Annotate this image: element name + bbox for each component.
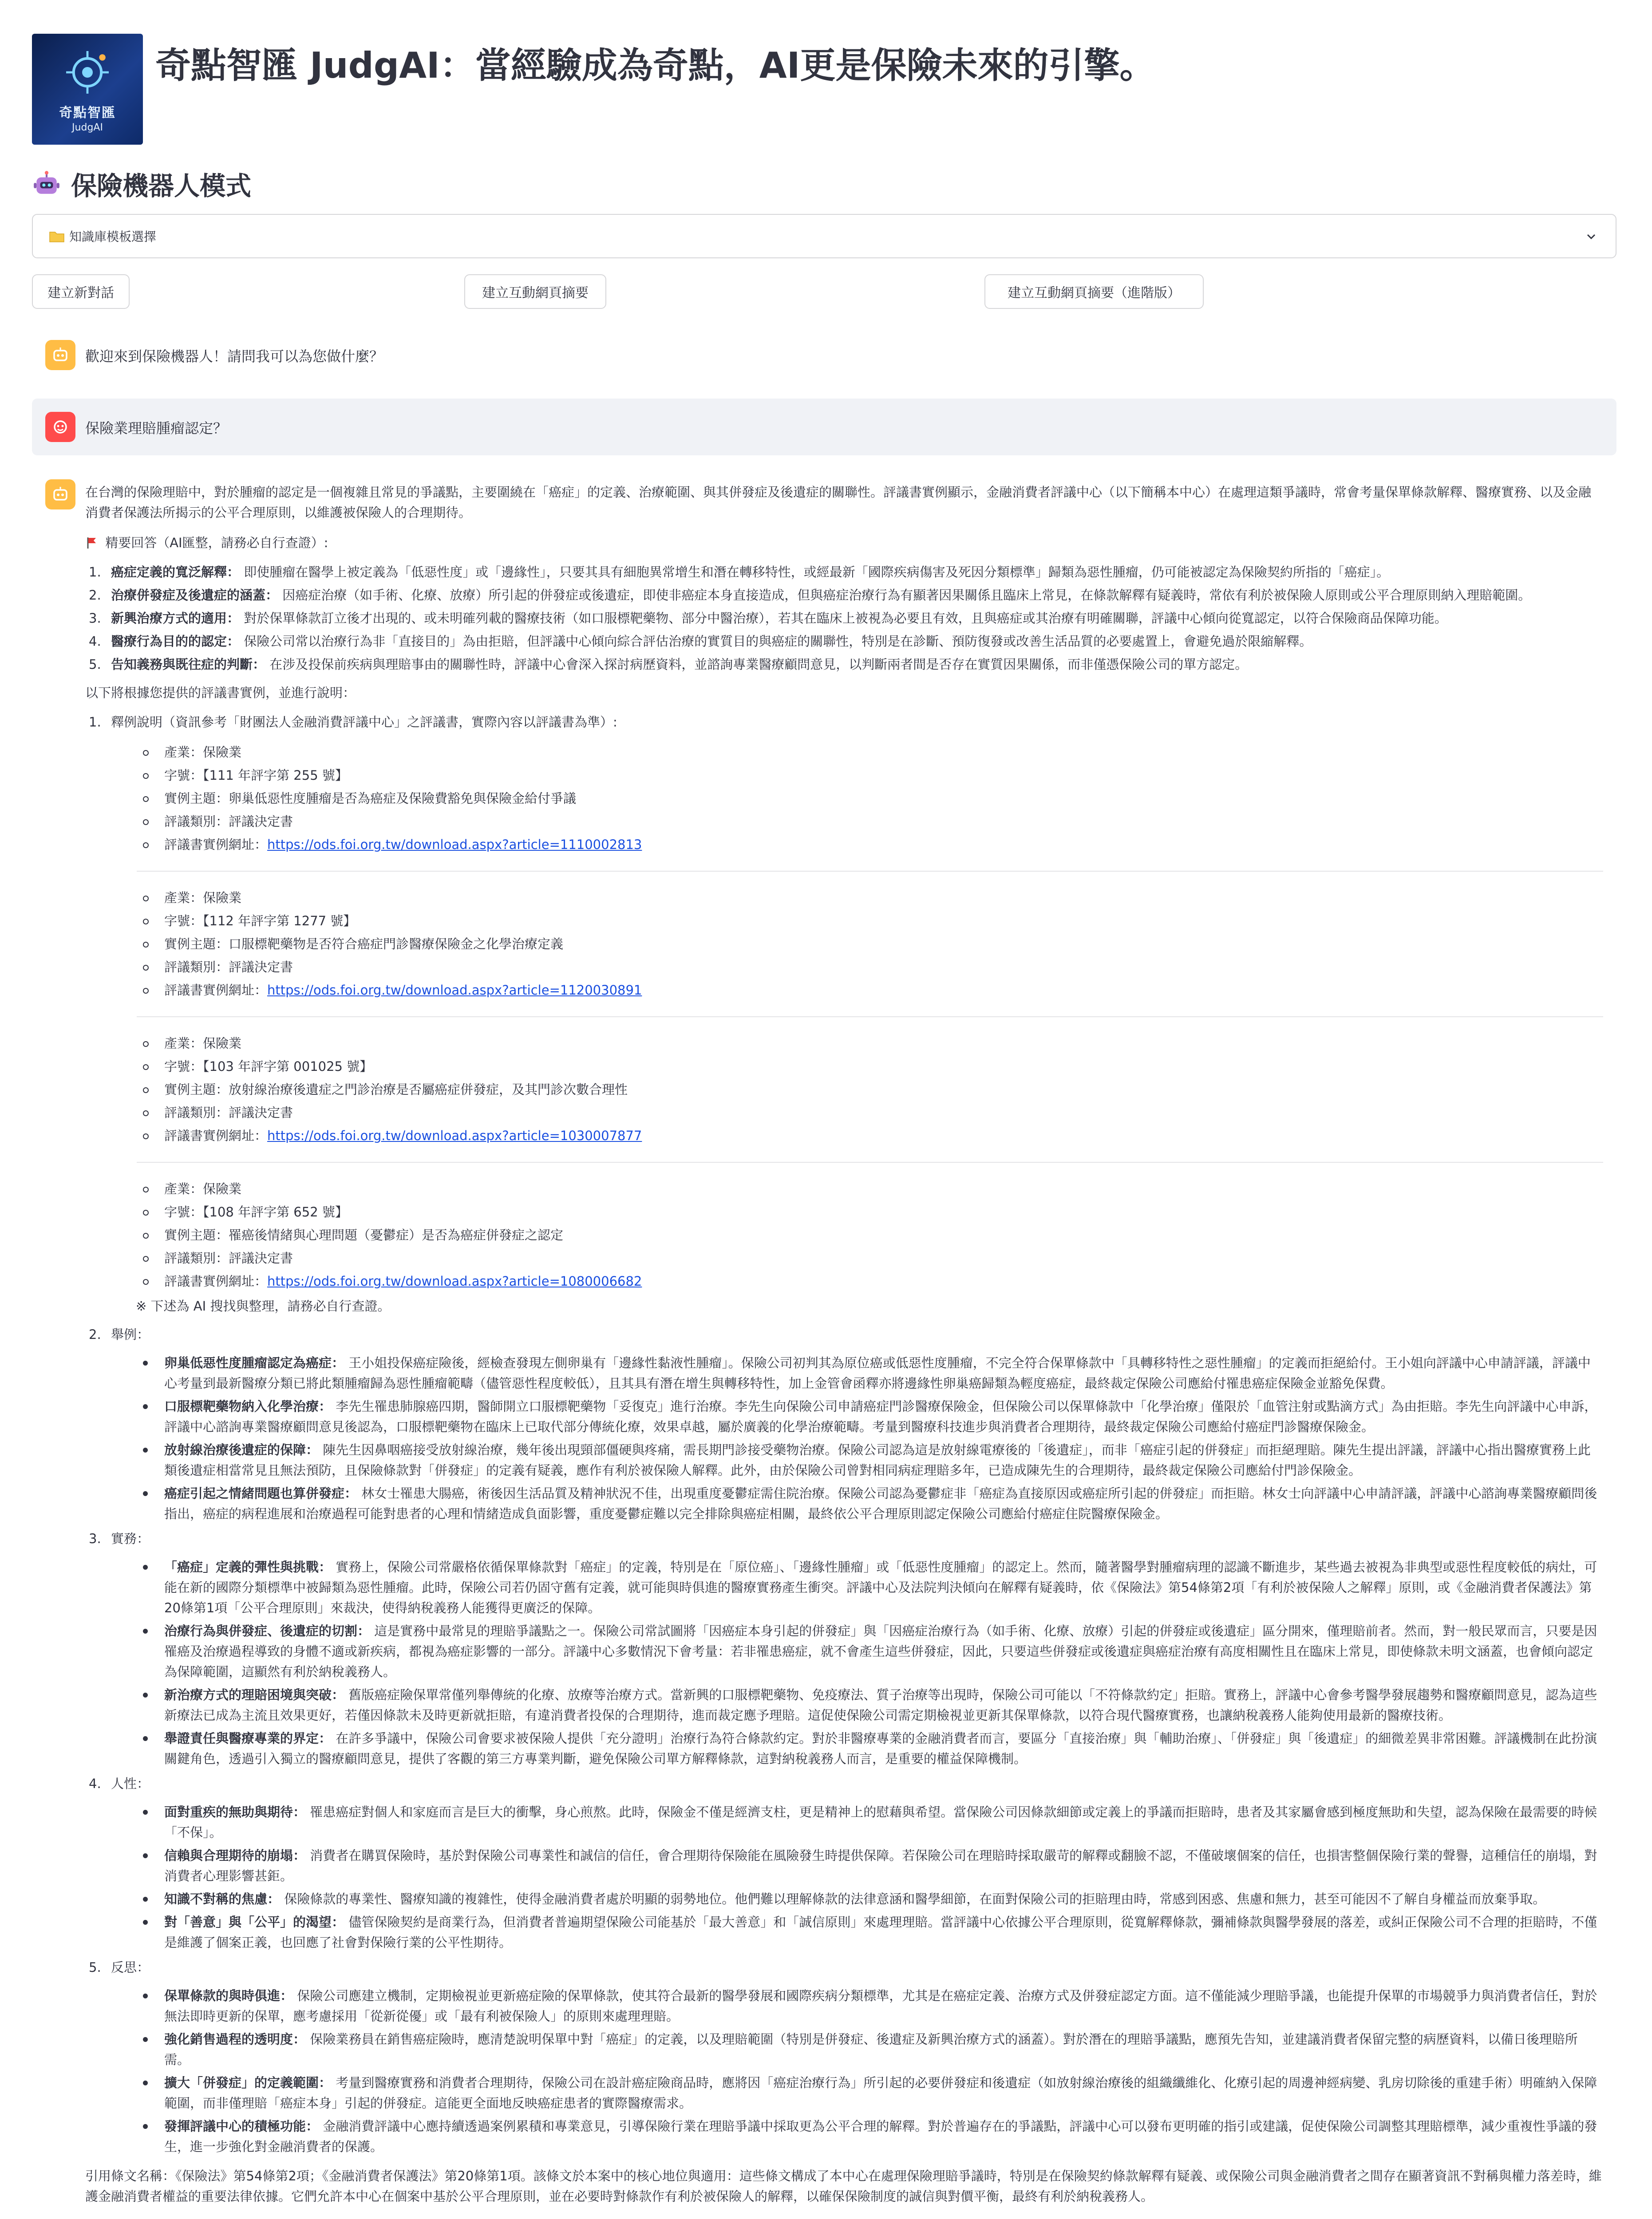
case-link[interactable]: https://ods.foi.org.tw/download.aspx?article=1080006682	[267, 1274, 642, 1289]
case-link[interactable]: https://ods.foi.org.tw/download.aspx?article=1030007877	[267, 1128, 642, 1143]
item-text: 這是實務中最常見的理賠爭議點之一。保險公司常試圖將「因癌症本身引起的併發症」與「因癌症治療行為（如手術、化療、放療）引起的併發症或後遺症」區分開來，僅理賠前者。然而，對一般民眾而言，只要是因罹癌及治療過程導致的身體不適或新疾病，都視為癌症影響的一部分。評議中心多數情況下會考量：若非罹患癌症，就不會產生這些併發症，因此，只要這些併發症或後遺症與癌症治療有高度相關性且在臨床上常見，即使條款未明文涵蓋，也會傾向認定為保障範圍，這顯然有利於納稅義務人。	[164, 1623, 1597, 1679]
item-text: 王小姐投保癌症險後，經檢查發現左側卵巢有「邊緣性黏液性腫瘤」。保險公司初判其為原位癌或低惡性度腫瘤，不完全符合保單條款中「具轉移特性之惡性腫瘤」的定義而拒絕給付。王小姐向評議中心申請評議，評議中心考量到最新醫療分類已將此類腫瘤歸為惡性腫瘤範疇（儘管惡性程度較低），且其具有潛在增生與轉移特性，加上金管會函釋亦將邊緣性卵巢癌歸類為輕度癌症，最終裁定保險公司應給付罹患癌症保險金並豁免保費。	[164, 1355, 1591, 1391]
summary-label: 癌症定義的寬泛解釋：	[111, 565, 240, 580]
summary-text: 對於保單條款訂立後才出現的、或未明確列載的醫療技術（如口服標靶藥物、部分中醫治療），若其在臨床上被視為必要且有效，且與癌症或其治療有明確關聯，評議中心傾向從寬認定，以符合保險商品保障功能。	[244, 611, 1447, 626]
case-link[interactable]: https://ods.foi.org.tw/download.aspx?article=1120030891	[267, 983, 642, 998]
case-industry: 產業：保險業	[111, 742, 1603, 762]
practice-list	[111, 1557, 1603, 1769]
item-label: 保單條款的與時俱進：	[164, 1988, 293, 2003]
logo-text-line1: 奇點智匯	[59, 105, 116, 121]
divider	[137, 871, 1603, 872]
list-item: 1. 癌症定義的寬泛解釋： 即使腫瘤在醫學上被定義為「低惡性度」或「邊緣性」，只要其具有細胞異常增生和潛在轉移特性，或經最新「國際疾病傷害及死因分類標準」歸類為惡性腫瘤，仍可能被認定為保險契約所指的「癌症」。	[89, 565, 1390, 580]
list-item	[111, 1845, 1603, 1886]
case-topic: 實例主題：罹癌後情緒與心理問題（憂鬱症）是否為癌症併發症之認定	[111, 1225, 1603, 1245]
case-number: 字號：【108 年評字第 652 號】	[111, 1202, 1603, 1222]
section-title: 反思：	[111, 1960, 150, 1975]
list-item	[111, 1483, 1603, 1524]
list-item	[111, 1440, 1603, 1481]
item-label: 舉證責任與醫療專業的界定：	[164, 1731, 332, 1746]
item-label: 擴大「併發症」的定義範圍：	[164, 2075, 332, 2090]
case-industry: 產業：保險業	[111, 1179, 1603, 1199]
humanity-list	[111, 1802, 1603, 1953]
final-note	[85, 2217, 1603, 2219]
folder-icon	[49, 229, 65, 243]
case-url-row	[111, 834, 1603, 855]
item-text: 保險業務員在銷售癌症險時，應清楚說明保單中對「癌症」的定義，以及理賠範圍（特別是併發症、後遺症及新興治療方式的涵蓋）。對於潛在的理賠爭議點，應預先告知，並建議消費者保留完整的病歷資料，以備日後理賠所需。	[164, 2032, 1578, 2067]
case-industry: 產業：保險業	[111, 1033, 1603, 1054]
case-category: 評議類別：評議決定書	[111, 1248, 1603, 1268]
item-text: 考量到醫療實務和消費者合理期待，保險公司在設計癌症險商品時，應將因「癌症治療行為」所引起的必要併發症和後遺症（如放射線治療後的組織纖維化、化療引起的周邊神經病變、乳房切除後的重建手術）明確納入保障範圍，而非僅理賠「癌症本身」引起的併發症。這能更全面地反映癌症患者的實際醫療需求。	[164, 2075, 1597, 2111]
mode-heading	[32, 165, 251, 202]
item-text: 陳先生因鼻咽癌接受放射線治療，幾年後出現頸部僵硬與疼痛，需長期門診接受藥物治療。保險公司認為這是放射線電療後的「後遺症」，而非「癌症引起的併發症」而拒絕理賠。陳先生提出評議，評議中心指出醫療實務上此類後遺症相當常見且無法預防，且保險條款對「併發症」的定義有疑義，應作有利於被保險人解釋。此外，由於保險公司曾對相同病症理賠多年，已造成陳先生的合理期待，最終裁定保險公司應給付門診保險金。	[164, 1442, 1591, 1478]
user-question-text: 保險業理賠腫瘤認定？	[85, 420, 228, 437]
case-topic: 實例主題：卵巢低惡性度腫瘤是否為癌症及保險費豁免與保險金給付爭議	[111, 788, 1603, 809]
case-block	[111, 1033, 1603, 1146]
case-category: 評議類別：評議決定書	[111, 1102, 1603, 1123]
assistant-avatar	[45, 479, 75, 509]
list-item	[111, 1802, 1603, 1843]
item-label: 知識不對稱的焦慮：	[164, 1891, 281, 1907]
select-value: 知識庫模板選擇	[69, 229, 157, 244]
case-url-label: 評議書實例網址：	[164, 983, 268, 998]
interactive-summary-advanced-button[interactable]: 建立互動網頁摘要（進階版）	[984, 274, 1204, 309]
item-label: 「癌症」定義的彈性與挑戰：	[164, 1560, 332, 1575]
summary-label: 治療併發症及後遺症的涵蓋：	[111, 588, 279, 603]
mode-title: 保險機器人模式	[71, 171, 252, 201]
summary-text: 在涉及投保前疾病與理賠事由的關聯性時，評議中心會深入探討病歷資料，並諮詢專業醫療顧問意見，以判斷兩者間是否存在實質因果關係，而非僅憑保險公司的單方認定。	[269, 657, 1248, 672]
item-label: 口服標靶藥物納入化學治療：	[164, 1399, 332, 1414]
section-title: 人性：	[111, 1776, 150, 1791]
item-text: 實務上，保險公司常嚴格依循保單條款對「癌症」的定義，特別是在「原位癌」、「邊緣性腫瘤」或「低惡性度腫瘤」的認定上。然而，隨著醫學對腫瘤病理的認識不斷進步，某些過去被視為非典型或惡性程度較低的病灶，可能在新的國際分類標準中被歸類為惡性腫瘤。此時，保險公司若仍固守舊有定義，就可能與時俱進的醫療實務產生衝突。評議中心及法院判決傾向在解釋有疑義時，依《保險法》第54條第2項「有利於被保險人之解釋」原則，或《金融消費者保護法》第20條第1項「公平合理原則」來裁決，使得納稅義務人能獲得更廣泛的保障。	[164, 1560, 1597, 1615]
case-block	[111, 888, 1603, 1000]
case-url-label: 評議書實例網址：	[164, 1274, 268, 1289]
item-text: 李先生罹患肺腺癌四期，醫師開立口服標靶藥物「妥復克」進行治療。李先生向保險公司申請癌症門診醫療保險金，但保險公司以保單條款中「化學治療」僅限於「血管注射或點滴方式」為由拒賠。李先生向評議中心申訴，評議中心諮詢專業醫療顧問意見後認為，口服標靶藥物在臨床上已取代部分傳統化療，效果卓越，屬於廣義的化學治療範疇。考量到醫療科技進步與消費者合理期待，最終裁定保險公司應給付癌症門診醫療保險金。	[164, 1399, 1597, 1434]
item-label: 信賴與合理期待的崩塌：	[164, 1848, 306, 1863]
item-label: 新治療方式的理賠困境與突破：	[164, 1687, 345, 1702]
section-title: 實務：	[111, 1531, 150, 1546]
summary-heading-text: 精要回答（AI匯整，請務必自行查證）:	[105, 535, 328, 550]
list-item	[111, 1728, 1603, 1769]
item-label: 強化銷售過程的透明度：	[164, 2032, 306, 2047]
app-logo	[32, 34, 143, 145]
item-label: 放射線治療後遺症的保障：	[164, 1442, 319, 1457]
case-topic: 實例主題：放射線治療後遺症之門診治療是否屬癌症併發症，及其門診次數合理性	[111, 1079, 1603, 1100]
list-item	[111, 2029, 1603, 2070]
summary-text: 因癌症治療（如手術、化療、放療）所引起的併發症或後遺症，即使非癌症本身直接造成，但與癌症治療行為有顯著因果關係且臨床上常見，在條款解釋有疑義時，常依有利於被保險人原則或公平合理原則納入理賠範圍。	[282, 588, 1531, 603]
section-humanity: 4. 人性： 面對重疾的無助與期待： 罹患癌症對個人和家庭而言是巨大的衝擊，身心煎熬。此時，保險金不僅是經濟支柱，更是精神上的慰藉與希望。當保險公司因條款細節或定義上的爭議而拒賠時，患者及其家屬會感到極度無助和失望，認為保險在最需要的時候「不保」。 信賴與合理期待的崩塌： 消費者在購買保險時，基於對保險公司專業性和誠信的信任，會合理期待保險能在風險發生時提供保障。若保險公司在理賠時採取嚴苛的解釋或翻臉不認，不僅破壞個案的信任，也損害整個保險行業的聲譽，這種信任的崩塌，對消費者心理影響甚鉅。 知識不對稱的焦慮： 保險條款的專業性、醫療知識的複雜性，使得金融消費者處於明顯的弱勢地位。他們難以理解條款的法律意涵和醫學細節，在面對保險公司的拒賠理由時，常感到困惑、焦慮和無力，甚至可能因不了解自身權益而放棄爭取。 對「善意」與「公平」的渴望： 儘管保險契約是商業行為，但消費者普遍期望保險公司能基於「最大善意」和「誠信原則」來處理理賠。當評議中心依據公平合理原則，從寬解釋條款，彌補條款與醫學發展的落差，或糾正保險公司不合理的拒賠時，不僅是維護了個案正義，也回應了社會對保險行業的公平性期待。	[85, 1773, 1603, 1953]
section-examples: 2. 舉例： 卵巢低惡性度腫瘤認定為癌症： 王小姐投保癌症險後，經檢查發現左側卵巢有「邊緣性黏液性腫瘤」。保險公司初判其為原位癌或低惡性度腫瘤，不完全符合保單條款中「具轉移特性之惡性腫瘤」的定義而拒絕給付。王小姐向評議中心申請評議，評議中心考量到最新醫療分類已將此類腫瘤歸為惡性腫瘤範疇（儘管惡性程度較低），且其具有潛在增生與轉移特性，加上金管會函釋亦將邊緣性卵巢癌歸類為輕度癌症，最終裁定保險公司應給付罹患癌症保險金並豁免保費。 口服標靶藥物納入化學治療： 李先生罹患肺腺癌四期，醫師開立口服標靶藥物「妥復克」進行治療。李先生向保險公司申請癌症門診醫療保險金，但保險公司以保單條款中「化學治療」僅限於「血管注射或點滴方式」為由拒賠。李先生向評議中心申訴，評議中心諮詢專業醫療顧問意見後認為，口服標靶藥物在臨床上已取代部分傳統化療，效果卓越，屬於廣義的化學治療範疇。考量到醫療科技進步與消費者合理期待，最終裁定保險公司應給付癌症門診醫療保險金。 放射線治療後遺症的保障： 陳先生因鼻咽癌接受放射線治療，幾年後出現頸部僵硬與疼痛，需長期門診接受藥物治療。保險公司認為這是放射線電療後的「後遺症」，而非「癌症引起的併發症」而拒絕理賠。陳先生提出評議，評議中心指出醫療實務上此類後遺症相當常見且無法預防，且保險條款對「併發症」的定義有疑義，應作有利於被保險人解釋。此外，由於保險公司曾對相同病症理賠多年，已造成陳先生的合理期待，最終裁定保險公司應給付門診保險金。 癌症引起之情緒問題也算併發症： 林女士罹患大腸癌，術後因生活品質及精神狀況不佳，出現重度憂鬱症需住院治療。保險公司認為憂鬱症非「癌症為直接原因或癌症所引起的併發症」而拒賠。林女士向評議中心申請評議，評議中心諮詢專業醫療顧問後指出，癌症的病程進展和治療過程可能對患者的心理和情緒造成負面影響，重度憂鬱症難以完全排除與癌症相關，最終依公平合理原則認定保險公司應給付癌症住院醫療保險金。	[85, 1324, 1603, 1524]
item-text: 金融消費評議中心應持續透過案例累積和專業意見，引導保險行業在理賠爭議中採取更為公平合理的解釋。對於普遍存在的爭議點，評議中心可以發布更明確的指引或建議，促使保險公司調整其理賠標準，減少重複性爭議的發生，進一步強化對金融消費者的保護。	[164, 2119, 1597, 2154]
examples-list	[111, 1353, 1603, 1524]
case-url-row	[111, 1271, 1603, 1291]
item-text: 儘管保險契約是商業行為，但消費者普遍期望保險公司能基於「最大善意」和「誠信原則」來處理理賠。當評議中心依據公平合理原則，從寬解釋條款，彌補條款與醫學發展的落差，或糾正保險公司不合理的拒賠時，不僅是維護了個案正義，也回應了社會對保險行業的公平性期待。	[164, 1915, 1597, 1950]
case-number: 字號：【103 年評字第 001025 號】	[111, 1056, 1603, 1077]
list-item	[111, 1986, 1603, 2026]
summary-label: 告知義務與既往症的判斷：	[111, 657, 266, 672]
list-item	[111, 1889, 1603, 1909]
list-item	[111, 2116, 1603, 2157]
item-label: 卵巢低惡性度腫瘤認定為癌症：	[164, 1355, 345, 1370]
red-flag-icon	[85, 536, 99, 549]
section-cases: 1. 釋例說明（資訊參考「財團法人金融消費評議中心」之評議書，實際內容以評議書為準）: 產業：保險業 字號：【111 年評字第 255 號】 實例主題：卵巢低惡性度腫瘤是否為癌症及保險費豁免與保險金給付爭議 評議類別：評議決定書 評議書實例網址：https://ods.foi.org.tw/download.aspx?article=1110002813 產業：保險業 字號：【112 年評字第 1277 號】 實例主題：口服標靶藥物是否符合癌症門診醫療保險金之化學治療定義 評議類別：評議決定書 評議書實例網址：https://ods.foi.org.tw/download.aspx?article=1120030891 產業：保險業 字號：【103 年評字第 001025 號】 實例主題：放射線治療後遺症之門診治療是否屬癌症併發症，及其門診次數合理性 評議類別：評議決定書 評議書實例網址：https://ods.foi.org.tw/download.aspx?article=1030007877 產業：保險業 字號：【108 年評字第 652 號】 實例主題：罹癌後情緒與心理問題（憂鬱症）是否為癌症併發症之認定 評議類別：評議決定書 評議書實例網址：https://ods.foi.org.tw/download.aspx?article=1080006682 ※ 下述為 AI 搜找與整理，請務必自行查證。	[85, 712, 1603, 1316]
divider	[137, 1162, 1603, 1163]
list-item: 5. 告知義務與既往症的判斷： 在涉及投保前疾病與理賠事由的關聯性時，評議中心會深入探討病歷資料，並諮詢專業醫療顧問意見，以判斷兩者間是否存在實質因果關係，而非僅憑保險公司的單方認定。	[89, 657, 1248, 672]
user-face-icon	[51, 417, 70, 437]
knowledge-template-select[interactable]	[32, 214, 1616, 258]
item-text: 在許多爭議中，保險公司會要求被保險人提供「充分證明」治療行為符合條款約定。對於非醫療專業的金融消費者而言，要區分「直接治療」與「輔助治療」、「併發症」與「後遺症」的細微差異非常困難。評議機制在此扮演關鍵角色，透過引入獨立的醫療顧問意見，提供了客觀的第三方專業判斷，避免保險公司單方解釋條款，這對納稅義務人而言，是重要的權益保障機制。	[164, 1731, 1597, 1766]
logo-text-line2: JudgAI	[72, 122, 103, 133]
item-label: 對「善意」與「公平」的渴望：	[164, 1915, 345, 1930]
case-category: 評議類別：評議決定書	[111, 811, 1603, 832]
list-item	[111, 1557, 1603, 1618]
bot-face-icon	[51, 485, 70, 504]
cases-intro: 以下將根據您提供的評議書實例，並進行說明：	[85, 685, 356, 700]
case-url-row	[111, 980, 1603, 1000]
case-block	[111, 742, 1603, 855]
item-label: 癌症引起之情緒問題也算併發症：	[164, 1486, 358, 1501]
item-text: 保險公司應建立機制，定期檢視並更新癌症險的保單條款，使其符合最新的醫學發展和國際疾病分類標準，尤其是在癌症定義、治療方式及併發症認定方面。這不僅能減少理賠爭議，也能提升保單的市場競爭力與消費者信任，對於無法即時更新的保單，應考慮採用「從新從優」或「最有利被保險人」的原則來處理理賠。	[164, 1988, 1597, 2024]
case-url-label: 評議書實例網址：	[164, 837, 268, 852]
item-label: 治療行為與併發症、後遺症的切割：	[164, 1623, 371, 1639]
case-industry: 產業：保險業	[111, 888, 1603, 908]
bot-face-icon	[51, 345, 70, 365]
summary-heading	[85, 533, 1603, 553]
case-number: 字號：【111 年評字第 255 號】	[111, 765, 1603, 786]
item-text: 消費者在購買保險時，基於對保險公司專業性和誠信的信任，會合理期待保險能在風險發生時提供保障。若保險公司在理賠時採取嚴苛的解釋或翻臉不認，不僅破壞個案的信任，也損害整個保險行業的聲譽，這種信任的崩塌，對消費者心理影響甚鉅。	[164, 1848, 1597, 1883]
list-item: 2. 治療併發症及後遺症的涵蓋： 因癌症治療（如手術、化療、放療）所引起的併發症或後遺症，即使非癌症本身直接造成，但與癌症治療行為有顯著因果關係且臨床上常見，在條款解釋有疑義時，常依有利於被保險人原則或公平合理原則納入理賠範圍。	[89, 588, 1531, 603]
case-link[interactable]: https://ods.foi.org.tw/download.aspx?article=1110002813	[267, 837, 642, 852]
summary-label: 醫療行為目的的認定：	[111, 634, 240, 649]
page-title: 奇點智匯 JudgAI：當經驗成為奇點，AI更是保險未來的引擎。	[155, 45, 1155, 86]
section-reflection: 5. 反思： 保單條款的與時俱進： 保險公司應建立機制，定期檢視並更新癌症險的保單條款，使其符合最新的醫學發展和國際疾病分類標準，尤其是在癌症定義、治療方式及併發症認定方面。這不僅能減少理賠爭議，也能提升保單的市場競爭力與消費者信任，對於無法即時更新的保單，應考慮採用「從新從優」或「最有利被保險人」的原則來處理理賠。 強化銷售過程的透明度： 保險業務員在銷售癌症險時，應清楚說明保單中對「癌症」的定義，以及理賠範圍（特別是併發症、後遺症及新興治療方式的涵蓋）。對於潛在的理賠爭議點，應預先告知，並建議消費者保留完整的病歷資料，以備日後理賠所需。 擴大「併發症」的定義範圍： 考量到醫療實務和消費者合理期待，保險公司在設計癌症險商品時，應將因「癌症治療行為」所引起的必要併發症和後遺症（如放射線治療後的組織纖維化、化療引起的周邊神經病變、乳房切除後的重建手術）明確納入保障範圍，而非僅理賠「癌症本身」引起的併發症。這能更全面地反映癌症患者的實際醫療需求。 發揮評議中心的積極功能： 金融消費評議中心應持續透過案例累積和專業意見，引導保險行業在理賠爭議中採取更為公平合理的解釋。對於普遍存在的爭議點，評議中心可以發布更明確的指引或建議，促使保險公司調整其理賠標準，減少重複性爭議的發生，進一步強化對金融消費者的保護。	[85, 1957, 1603, 2157]
list-item	[111, 1353, 1603, 1394]
divider	[137, 1016, 1603, 1017]
item-text: 舊版癌症險保單常僅列舉傳統的化療、放療等治療方式。當新興的口服標靶藥物、免疫療法、質子治療等出現時，保險公司可能以「不符條款約定」拒賠。實務上，評議中心會參考醫學發展趨勢和醫療顧問意見，認為這些新療法已成為主流且效果更好，若僅因條款未及時更新就拒賠，有違消費者投保的合理期待，進而裁定應予理賠。這促使保險公司需定期檢視並更新其保單條款，以符合現代醫療實務，也讓納稅義務人能夠使用最新的醫療技術。	[164, 1687, 1597, 1723]
item-text: 保險條款的專業性、醫療知識的複雜性，使得金融消費者處於明顯的弱勢地位。他們難以理解條款的法律意涵和醫學細節，在面對保險公司的拒賠理由時，常感到困惑、焦慮和無力，甚至可能因不了解自身權益而放棄爭取。	[284, 1891, 1546, 1907]
case-block	[111, 1179, 1603, 1291]
section-practice: 3. 實務： 「癌症」定義的彈性與挑戰： 實務上，保險公司常嚴格依循保單條款對「癌症」的定義，特別是在「原位癌」、「邊緣性腫瘤」或「低惡性度腫瘤」的認定上。然而，隨著醫學對腫瘤病理的認識不斷進步，某些過去被視為非典型或惡性程度較低的病灶，可能在新的國際分類標準中被歸類為惡性腫瘤。此時，保險公司若仍固守舊有定義，就可能與時俱進的醫療實務產生衝突。評議中心及法院判決傾向在解釋有疑義時，依《保險法》第54條第2項「有利於被保險人之解釋」原則，或《金融消費者保護法》第20條第1項「公平合理原則」來裁決，使得納稅義務人能獲得更廣泛的保障。 治療行為與併發症、後遺症的切割： 這是實務中最常見的理賠爭議點之一。保險公司常試圖將「因癌症本身引起的併發症」與「因癌症治療行為（如手術、化療、放療）引起的併發症或後遺症」區分開來，僅理賠前者。然而，對一般民眾而言，只要是因罹癌及治療過程導致的身體不適或新疾病，都視為癌症影響的一部分。評議中心多數情況下會考量：若非罹患癌症，就不會產生這些併發症，因此，只要這些併發症或後遺症與癌症治療有高度相關性且在臨床上常見，即使條款未明文涵蓋，也會傾向認定為保障範圍，這顯然有利於納稅義務人。 新治療方式的理賠困境與突破： 舊版癌症險保單常僅列舉傳統的化療、放療等治療方式。當新興的口服標靶藥物、免疫療法、質子治療等出現時，保險公司可能以「不符條款約定」拒賠。實務上，評議中心會參考醫學發展趨勢和醫療顧問意見，認為這些新療法已成為主流且效果更好，若僅因條款未及時更新就拒賠，有違消費者投保的合理期待，進而裁定應予理賠。這促使保險公司需定期檢視並更新其保單條款，以符合現代醫療實務，也讓納稅義務人能夠使用最新的醫療技術。 舉證責任與醫療專業的界定： 在許多爭議中，保險公司會要求被保險人提供「充分證明」治療行為符合條款約定。對於非醫療專業的金融消費者而言，要區分「直接治療」與「輔助治療」、「併發症」與「後遺症」的細微差異非常困難。評議機制在此扮演關鍵角色，透過引入獨立的醫療顧問意見，提供了客觀的第三方專業判斷，避免保險公司單方解釋條款，這對納稅義務人而言，是重要的權益保障機制。	[85, 1528, 1603, 1769]
user-message	[32, 399, 1616, 455]
summary-text: 保險公司常以治療行為非「直接目的」為由拒賠，但評議中心傾向綜合評估治療的實質目的與癌症的關聯性，特別是在診斷、預防復發或改善生活品質的必要處置上，會避免過於限縮解釋。	[244, 634, 1312, 649]
list-item	[111, 2073, 1603, 2113]
list-item	[111, 1685, 1603, 1725]
section-list	[85, 712, 1603, 2157]
list-item: 4. 醫療行為目的的認定： 保險公司常以治療行為非「直接目的」為由拒賠，但評議中心傾向綜合評估治療的實質目的與癌症的關聯性，特別是在診斷、預防復發或改善生活品質的必要處置上，會避免過於限縮解釋。	[89, 634, 1312, 649]
summary-text: 即使腫瘤在醫學上被定義為「低惡性度」或「邊緣性」，只要其具有細胞異常增生和潛在轉移特性，或經最新「國際疾病傷害及死因分類標準」歸類為惡性腫瘤，仍可能被認定為保險契約所指的「癌症」。	[244, 565, 1390, 580]
new-chat-button[interactable]: 建立新對話	[32, 274, 130, 309]
ai-circuit-icon	[61, 46, 114, 99]
list-item	[111, 1621, 1603, 1682]
robot-icon	[32, 169, 61, 198]
section-title: 舉例：	[111, 1327, 150, 1342]
reflection-list	[111, 1986, 1603, 2157]
item-label: 發揮評議中心的積極功能：	[164, 2119, 319, 2134]
list-item: 3. 新興治療方式的適用： 對於保單條款訂立後才出現的、或未明確列載的醫療技術（如口服標靶藥物、部分中醫治療），若其在臨床上被視為必要且有效，且與癌症或其治療有明確關聯，評議中心傾向從寬認定，以符合保險商品保障功能。	[89, 611, 1447, 626]
item-text: 罹患癌症對個人和家庭而言是巨大的衝擊，身心煎熬。此時，保險金不僅是經濟支柱，更是精神上的慰藉與希望。當保險公司因條款細節或定義上的爭議而拒賠時，患者及其家屬會感到極度無助和失望，認為保險在最需要的時候「不保」。	[164, 1804, 1597, 1840]
section-title: 釋例說明（資訊參考「財團法人金融消費評議中心」之評議書，實際內容以評議書為準）:	[111, 715, 617, 730]
item-text: 林女士罹患大腸癌，術後因生活品質及精神狀況不佳，出現重度憂鬱症需住院治療。保險公司認為憂鬱症非「癌症為直接原因或癌症所引起的併發症」而拒賠。林女士向評議中心申請評議，評議中心諮詢專業醫療顧問後指出，癌症的病程進展和治療過程可能對患者的心理和情緒造成負面影響，重度憂鬱症難以完全排除與癌症相關，最終依公平合理原則認定保險公司應給付癌症住院醫療保險金。	[164, 1486, 1597, 1521]
welcome-text: 歡迎來到保險機器人！請問我可以為您做什麼？	[85, 348, 384, 365]
case-url-row	[111, 1125, 1603, 1146]
cases-note: ※ 下述為 AI 搜找與整理，請務必自行查證。	[136, 1299, 391, 1314]
closing-paragraph: 引用條文名稱：《保險法》第54條第2項；《金融消費者保護法》第20條第1項。該條文於本案中的核心地位與適用：這些條文構成了本中心在處理保險理賠爭議時，特別是在保險契約條款解釋有疑義、或保險公司與金融消費者之間存在顯著資訊不對稱與權力落差時，維護金融消費者權益的重要法律依據。它們允許本中心在個案中基於公平合理原則，並在必要時對條款作有利於被保險人的解釋，以確保保險制度的誠信與對價平衡，最終有利於納稅義務人。	[85, 2168, 1602, 2204]
item-label: 面對重疾的無助與期待：	[164, 1804, 306, 1820]
case-number: 字號：【112 年評字第 1277 號】	[111, 911, 1603, 931]
case-url-label: 評議書實例網址：	[164, 1128, 268, 1143]
list-item	[111, 1396, 1603, 1437]
chevron-down-icon[interactable]	[1585, 230, 1598, 243]
assistant-welcome-message	[32, 324, 1616, 386]
list-item	[111, 1912, 1603, 1953]
answer-intro: 在台灣的保險理賠中，對於腫瘤的認定是一個複雜且常見的爭議點，主要圍繞在「癌症」的定義、治療範圍、與其併發症及後遺症的關聯性。評議書實例顯示，金融消費者評議中心（以下簡稱本中心）在處理這類爭議時，常會考量保單條款解釋、醫療實務、以及金融消費者保護法所揭示的公平合理原則，以維護被保險人的合理期待。	[85, 485, 1592, 520]
interactive-summary-button[interactable]: 建立互動網頁摘要	[464, 274, 606, 309]
case-category: 評議類別：評議決定書	[111, 957, 1603, 977]
summary-list	[85, 562, 1603, 675]
case-topic: 實例主題：口服標靶藥物是否符合癌症門診醫療保險金之化學治療定義	[111, 934, 1603, 954]
summary-label: 新興治療方式的適用：	[111, 611, 240, 626]
assistant-answer	[85, 482, 1603, 2219]
assistant-avatar	[45, 340, 75, 370]
user-avatar	[45, 412, 75, 442]
